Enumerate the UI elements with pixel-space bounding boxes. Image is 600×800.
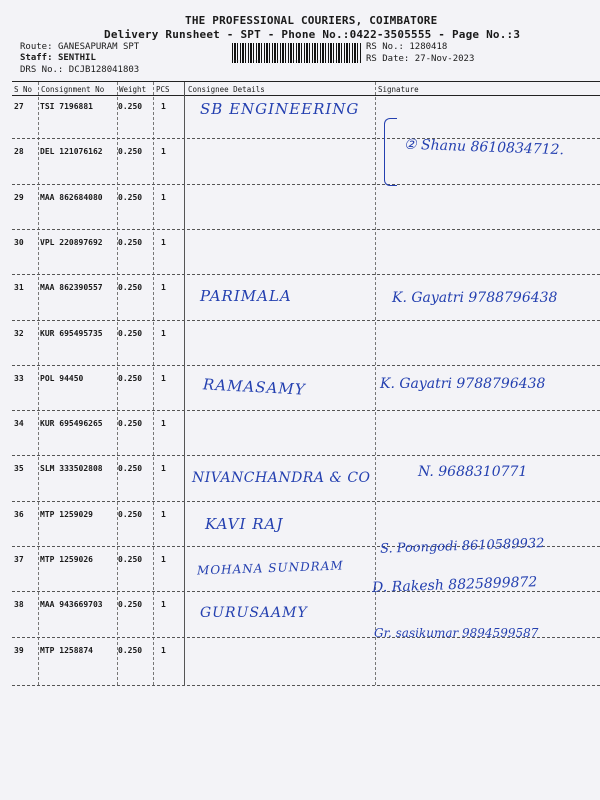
- drs-label: DRS No.:: [20, 65, 64, 75]
- row-sno: 28: [14, 147, 24, 156]
- row-weight: 0.250: [118, 147, 143, 156]
- company-title: THE PROFESSIONAL COURIERS, COIMBATORE: [185, 14, 438, 27]
- rs-date-line: [366, 54, 474, 64]
- col-divider: [117, 82, 118, 685]
- row-weight: 0.250: [118, 464, 143, 473]
- handwritten-signature: ② Shanu 8610834712.: [403, 136, 565, 159]
- row-consignment-no: MTP 1259029: [40, 510, 93, 519]
- handwritten-consignee: SB ENGINEERING: [200, 100, 360, 118]
- row-weight: 0.250: [118, 555, 143, 564]
- row-weight: 0.250: [118, 102, 143, 111]
- col-weight: Weight: [119, 85, 147, 94]
- row-separator: [12, 138, 600, 139]
- row-pcs: 1: [161, 147, 166, 156]
- row-consignment-no: VPL 220897692: [40, 238, 103, 247]
- table-header-rule: [12, 95, 600, 96]
- handwritten-consignee: PARIMALA: [200, 287, 292, 305]
- col-divider: [153, 82, 154, 685]
- row-consignment-no: KUR 695496265: [40, 419, 103, 428]
- rs-no-value: 1280418: [409, 42, 448, 52]
- drs-line: [20, 65, 139, 75]
- col-sno: S No: [14, 85, 33, 94]
- row-sno: 27: [14, 102, 24, 111]
- row-sno: 39: [14, 646, 24, 655]
- row-weight: 0.250: [118, 238, 143, 247]
- rs-date-label: RS Date:: [366, 54, 410, 64]
- row-pcs: 1: [161, 283, 166, 292]
- row-pcs: 1: [161, 600, 166, 609]
- row-weight: 0.250: [118, 510, 143, 519]
- col-divider: [184, 82, 185, 685]
- row-sno: 29: [14, 193, 24, 202]
- row-pcs: 1: [161, 555, 166, 564]
- row-separator: [12, 365, 600, 366]
- handwritten-consignee: MOHANA SUNDRAM: [196, 558, 344, 578]
- staff-value: SENTHIL: [57, 53, 96, 63]
- row-separator: [12, 455, 600, 456]
- row-pcs: 1: [161, 419, 166, 428]
- row-consignment-no: SLM 333502808: [40, 464, 103, 473]
- route-label: Route:: [20, 42, 53, 52]
- rs-date-value: 27-Nov-2023: [414, 54, 475, 64]
- staff-label: Staff:: [20, 53, 53, 63]
- drs-value: DCJB128041803: [68, 65, 140, 75]
- col-consignee: Consignee Details: [188, 85, 265, 94]
- col-consignment: Consignment No: [41, 85, 105, 94]
- row-sno: 35: [14, 464, 24, 473]
- handwritten-signature: N. 9688310771: [418, 464, 528, 480]
- row-weight: 0.250: [118, 193, 143, 202]
- row-consignment-no: POL 94450: [40, 374, 84, 383]
- row-separator: [12, 184, 600, 185]
- row-consignment-no: MAA 862684080: [40, 193, 103, 202]
- row-separator: [12, 274, 600, 275]
- col-signature: Signature: [378, 85, 419, 94]
- handwritten-signature: Gr. sasikumar 9894599587: [374, 626, 539, 640]
- row-consignment-no: MAA 943669703: [40, 600, 103, 609]
- handwritten-signature: K. Gayatri 9788796438: [392, 290, 558, 306]
- row-sno: 36: [14, 510, 24, 519]
- handwritten-consignee: KAVI RAJ: [205, 515, 284, 533]
- table-bottom-rule: [12, 685, 600, 686]
- row-separator: [12, 410, 600, 411]
- col-pcs: PCS: [156, 85, 170, 94]
- row-pcs: 1: [161, 510, 166, 519]
- row-separator: [12, 229, 600, 230]
- row-sno: 37: [14, 555, 24, 564]
- barcode: [232, 43, 362, 63]
- row-consignment-no: MTP 1258874: [40, 646, 93, 655]
- handwritten-signature: S. Poongodi 8610589932: [379, 536, 545, 557]
- row-weight: 0.250: [118, 374, 143, 383]
- row-pcs: 1: [161, 646, 166, 655]
- row-separator: [12, 320, 600, 321]
- row-pcs: 1: [161, 193, 166, 202]
- row-consignment-no: MAA 862390557: [40, 283, 103, 292]
- handwritten-consignee: GURUSAAMY: [200, 605, 308, 621]
- table-top-rule: [12, 81, 600, 82]
- row-weight: 0.250: [118, 600, 143, 609]
- handwritten-signature: K. Gayatri 9788796438: [380, 376, 546, 392]
- row-pcs: 1: [161, 374, 166, 383]
- row-sno: 33: [14, 374, 24, 383]
- row-separator: [12, 591, 600, 592]
- rs-no-line: [366, 42, 447, 52]
- runsheet-subtitle: Delivery Runsheet - SPT - Phone No.:0422-3505555 - Page No.:3: [104, 28, 521, 41]
- row-sno: 34: [14, 419, 24, 428]
- row-pcs: 1: [161, 464, 166, 473]
- staff-line: [20, 53, 96, 63]
- row-weight: 0.250: [118, 283, 143, 292]
- row-consignment-no: MTP 1259026: [40, 555, 93, 564]
- handwritten-signature: D. Rakesh 8825899872: [371, 574, 538, 596]
- row-consignment-no: TSI 7196881: [40, 102, 93, 111]
- row-pcs: 1: [161, 102, 166, 111]
- row-sno: 30: [14, 238, 24, 247]
- row-weight: 0.250: [118, 419, 143, 428]
- row-weight: 0.250: [118, 646, 143, 655]
- row-pcs: 1: [161, 329, 166, 338]
- row-consignment-no: KUR 695495735: [40, 329, 103, 338]
- rs-no-label: RS No.:: [366, 42, 404, 52]
- handwritten-bracket: [384, 118, 397, 186]
- route-line: [20, 42, 139, 52]
- row-sno: 32: [14, 329, 24, 338]
- handwritten-consignee: RAMASAMY: [202, 375, 307, 399]
- row-separator: [12, 501, 600, 502]
- col-divider: [38, 82, 39, 685]
- row-sno: 38: [14, 600, 24, 609]
- handwritten-consignee: NIVANCHANDRA & CO: [192, 470, 371, 486]
- row-consignment-no: DEL 121076162: [40, 147, 103, 156]
- route-value: GANESAPURAM SPT: [57, 42, 140, 52]
- row-sno: 31: [14, 283, 24, 292]
- row-weight: 0.250: [118, 329, 143, 338]
- row-pcs: 1: [161, 238, 166, 247]
